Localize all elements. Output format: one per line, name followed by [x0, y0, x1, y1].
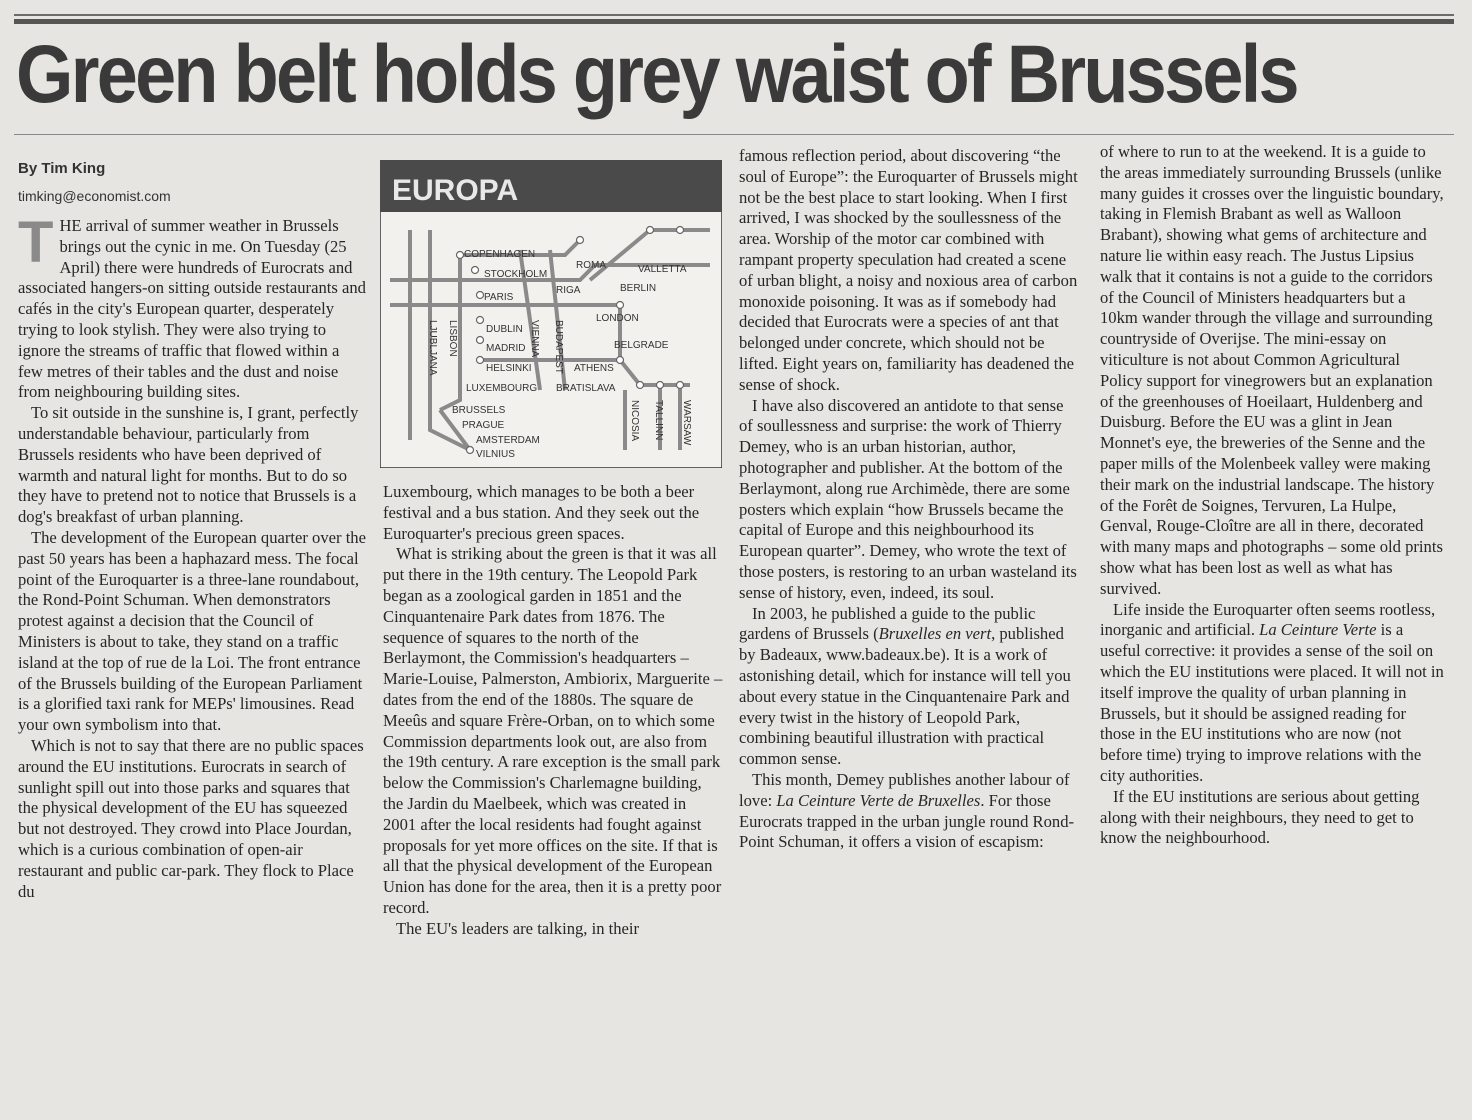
station-london: LONDON	[596, 313, 639, 324]
station-warsaw: WARSAW	[681, 400, 692, 446]
paragraph: In 2003, he published a guide to the public gardens of Brussels (Bruxelles en vert, published by Badeaux, www.badeaux.be). It is a work of astonishing detail, which for instance will tell you about every statue in the Cinquantenaire Park and every twist in the history of Leopold Park, combining beautiful illustration with practical common sense.	[739, 603, 1071, 769]
paragraph: To sit outside in the sunshine is, I grant, perfectly understandable behaviour, particularly from Brussels residents who have been deprived of warmth and natural light for months. But to do so they have to pretend not to notice that Brussels is a dog's breakfast of urban planning.	[18, 403, 359, 527]
headline: Green belt holds grey waist of Brussels	[16, 29, 1297, 120]
headline-rule	[14, 134, 1454, 135]
paragraph: Which is not to say that there are no public spaces around the EU institutions. Eurocrats in search of sunlight spill out into those parks and squares that the physical development of the EU has squeezed but not destroyed. They crowd into Place Jourdan, which is a curious combination of open-air restaurant and public car-park. They flock to Place du	[18, 735, 364, 901]
station-vienna: VIENNA	[529, 320, 540, 358]
paragraph: famous reflection period, about discovering “the soul of Europe”: the Euroquarter of Brussels might not be the best place to start looking. When I first arrived, I was shocked by the soullessness of the area. Worship of the motor car combined with rampant property speculation had created a scene of urban blight, a noisy and noxious area of carbon monoxide poisoning. It was as if somebody had decided that Eurocrats were a species of ant that belonged under concrete, which should not be lifted. Eight years on, familiarity has deadened the sense of shock.	[739, 146, 1078, 394]
paragraph: Luxembourg, which manages to be both a beer festival and a bus station. And they seek out the Euroquarter's precious green spaces.	[383, 482, 700, 543]
paragraph: THE arrival of summer weather in Brussels brings out the cynic in me. On Tuesday (25 April) there were hundreds of Eurocrats and associated hangers-on sitting outside restaurants and cafés in the city's European quarter, desperately trying to look stylish. They were also trying to ignore the streams of traffic that flowed within a few metres of their tables and the dust and noise from neighbouring building sites.	[18, 210, 366, 402]
station-copenhagen: COPENHAGEN	[464, 249, 536, 260]
station-paris: PARIS	[484, 292, 514, 303]
column-4	[1100, 142, 1445, 849]
paragraph: Life inside the Euroquarter often seems rootless, inorganic and artificial. La Ceinture Verte is a useful corrective: it provides a sense of the soil on which the EU institutions were placed. It will not in itself improve the quality of urban planning in Brussels, but it should be assigned reading for those in the EU institutions who are now (not before time) trying to improve relations with the city authorities.	[1100, 599, 1444, 785]
column-3	[739, 146, 1081, 853]
paragraph: The EU's leaders are talking, in their	[396, 918, 640, 938]
station-tallinn: TALLINN	[653, 400, 664, 441]
station-nicosia: NICOSIA	[629, 400, 640, 442]
paragraph: If the EU institutions are serious about getting along with their neighbours, they need to get to know the neighbourhood.	[1100, 786, 1420, 848]
map-title: EUROPA	[392, 174, 519, 207]
station-budapest: BUDAPEST	[553, 320, 564, 374]
paragraph: The development of the European quarter over the past 50 years has been a haphazard mess. The focal point of the Euroquarter is a three-lane roundabout, the Rond-Point Schuman. When demonstrators protest against a decision that the Council of Ministers is about to take, they stand on a traffic island at the top of rue de la Loi. The front entrance of the Brussels building of the European Parliament is a glorified taxi rank for MEPs' limousines. Read your own symbolism into that.	[18, 527, 366, 735]
paragraph: I have also discovered an antidote to that sense of soullessness and surprise: the work of Thierry Demey, who is an urban historian, author, photographer and publisher. At the bottom of the Berlaymont, along rue Archimède, there are some posters which explain “how Brussels became the capital of Europe and this neighbourhood its European quarter”. Demey, who wrote the text of those posters, is restoring to an urban wasteland its sense of history, even, indeed, its soul.	[739, 395, 1077, 602]
station-stockholm: STOCKHOLM	[484, 269, 548, 280]
station-lisbon: LISBON	[447, 320, 458, 357]
column-1	[18, 210, 368, 902]
top-rule	[14, 14, 1454, 16]
paragraph: This month, Demey publishes another labour of love: La Ceinture Verte de Bruxelles. For those Eurocrats trapped in the urban jungle round Rond-Point Schuman, it offers a vision of escapism:	[739, 769, 1075, 852]
station-bratislava: BRATISLAVA	[556, 383, 616, 394]
byline: By Tim King	[18, 160, 106, 177]
station-berlin: BERLIN	[620, 283, 657, 294]
station-luxembourg: LUXEMBOURG	[466, 383, 538, 394]
paragraph: of where to run to at the weekend. It is a guide to the areas immediately surrounding Brussels (unlike many guides it crosses over the linguistic boundary, taking in Flemish Brabant as well as Walloon Brabant), showing what gems of architecture and nature lie within easy reach. The Justus Lipsius walk that it contains is not a guide to the corridors of the Council of Ministers headquarters but a 10km wander through the village and surrounding countryside of Overijse. The mini-essay on viticulture is not about Common Agricultural Policy support for vinegrowers but an explanation of the greenhouses of Hoeilaart, Huldenberg and Duisburg. Before the EU was a glint in Jean Monnet's eye, the breweries of the Senne and the paper mills of the Molenbeek valley were making their mark on the industrial landscape. The history of the Forêt de Soignes, Tervuren, La Hulpe, Genval, Rouge-Cloître are all in there, decorated with many maps and photographs – some old prints show what has been lost as well as what has survived.	[1100, 142, 1444, 598]
station-madrid: MADRID	[486, 343, 526, 354]
station-prague: PRAGUE	[462, 420, 505, 431]
author-email: timking@economist.com	[18, 188, 171, 204]
station-vilnius: VILNIUS	[476, 449, 515, 460]
station-brussels: BRUSSELS	[452, 405, 506, 416]
column-2	[383, 482, 723, 940]
station-roma: ROMA	[576, 260, 606, 271]
station-helsinki: HELSINKI	[486, 363, 532, 374]
paragraph: What is striking about the green is that it was all put there in the 19th century. The Leopold Park began as a zoological garden in 1851 and the Cinquantenaire Park dates from 1876. The sequence of squares to the north of the Berlaymont, the Commission's headquarters – Marie-Louise, Palmerston, Ambiorix, Marguerite – dates from the end of the 1880s. The square de Meeûs and square Frère-Orban, on to which some Commission departments look out, are also from the 19th century. A rare exception is the small park below the Commission's Charlemagne building, the Jardin du Maelbeek, which was created in 2001 after the local residents had fought against proposals for yet more offices on the site. If that is all that the physical development of the European Union has done for the area, then it is a pretty poor record.	[383, 544, 723, 917]
station-valletta: VALLETTA	[638, 264, 687, 275]
top-rule-thick	[14, 19, 1454, 24]
station-amsterdam: AMSTERDAM	[476, 435, 540, 446]
station-ljubljana: LJUBLJANA	[427, 320, 438, 376]
drop-cap: T	[18, 210, 54, 275]
station-dublin: DUBLIN	[486, 324, 523, 335]
station-riga: RIGA	[556, 285, 581, 296]
europa-metro-map	[380, 160, 722, 468]
station-athens: ATHENS	[574, 363, 614, 374]
station-belgrade: BELGRADE	[614, 340, 669, 351]
